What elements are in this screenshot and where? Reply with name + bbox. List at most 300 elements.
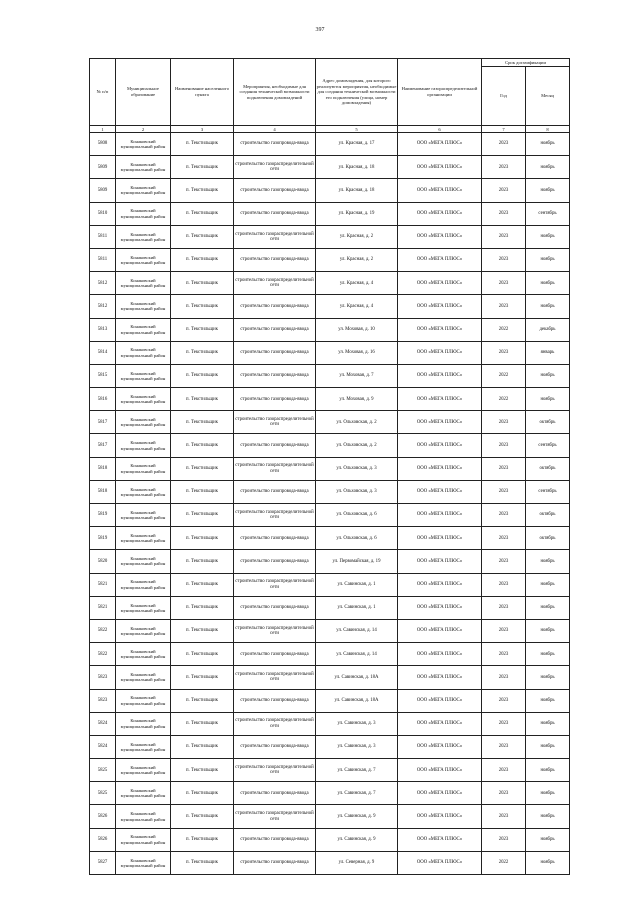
cell-address: ул. Савинская, д. 9 <box>316 805 398 828</box>
cell-organization: ООО «МЕГА ПЛЮС» <box>398 156 482 179</box>
table-row <box>90 318 570 341</box>
cell-settlement: п. Текстильщик <box>171 248 234 271</box>
cell-organization: ООО «МЕГА ПЛЮС» <box>398 272 482 295</box>
cell-settlement: п. Текстильщик <box>171 457 234 480</box>
cell-year: 2023 <box>482 643 526 666</box>
cell-year: 2023 <box>482 666 526 689</box>
header-settlement: Наименование населенного пункта <box>171 59 234 126</box>
table-row <box>90 388 570 411</box>
cell-settlement: п. Текстильщик <box>171 202 234 225</box>
cell-year: 2023 <box>482 828 526 851</box>
cell-address: ул. Ольховская, д. 6 <box>316 504 398 527</box>
cell-organization: ООО «МЕГА ПЛЮС» <box>398 527 482 550</box>
cell-month: ноябрь <box>526 596 570 619</box>
cell-settlement: п. Текстильщик <box>171 689 234 712</box>
cell-event: строительство газораспределительной сети <box>234 504 316 527</box>
cell-address: ул. Савинская, д. 14 <box>316 619 398 642</box>
cell-address: ул. Савинская, д. 3 <box>316 735 398 758</box>
cell-event: строительство газораспределительной сети <box>234 225 316 248</box>
cell-organization: ООО «МЕГА ПЛЮС» <box>398 689 482 712</box>
cell-year: 2023 <box>482 550 526 573</box>
cell-event: строительство газопровода-ввода <box>234 133 316 156</box>
cell-municipality: Конаковский муниципальный район <box>116 851 171 874</box>
cell-year: 2023 <box>482 735 526 758</box>
cell-organization: ООО «МЕГА ПЛЮС» <box>398 364 482 387</box>
cell-number: 5811 <box>90 225 116 248</box>
cell-municipality: Конаковский муниципальный район <box>116 805 171 828</box>
cell-address: ул. Ольховская, д. 6 <box>316 527 398 550</box>
cell-organization: ООО «МЕГА ПЛЮС» <box>398 295 482 318</box>
cell-municipality: Конаковский муниципальный район <box>116 179 171 202</box>
cell-month: сентябрь <box>526 202 570 225</box>
cell-event: строительство газораспределительной сети <box>234 666 316 689</box>
cell-address: ул. Савинская, д. 18А <box>316 666 398 689</box>
cell-address: ул. Савинская, д. 18А <box>316 689 398 712</box>
cell-address: ул. Красная, д. 18 <box>316 179 398 202</box>
cell-year: 2023 <box>482 504 526 527</box>
cell-number: 5821 <box>90 573 116 596</box>
cell-municipality: Конаковский муниципальный район <box>116 596 171 619</box>
cell-event: строительство газораспределительной сети <box>234 272 316 295</box>
cell-organization: ООО «МЕГА ПЛЮС» <box>398 712 482 735</box>
cell-settlement: п. Текстильщик <box>171 434 234 457</box>
col-number: 4 <box>234 126 316 133</box>
cell-settlement: п. Текстильщик <box>171 527 234 550</box>
cell-year: 2023 <box>482 411 526 434</box>
cell-month: сентябрь <box>526 434 570 457</box>
cell-municipality: Конаковский муниципальный район <box>116 735 171 758</box>
table-row <box>90 504 570 527</box>
cell-event: строительство газопровода-ввода <box>234 295 316 318</box>
table-row <box>90 225 570 248</box>
cell-year: 2023 <box>482 272 526 295</box>
cell-event: строительство газопровода-ввода <box>234 434 316 457</box>
table-row <box>90 596 570 619</box>
cell-settlement: п. Текстильщик <box>171 156 234 179</box>
table-row <box>90 527 570 550</box>
cell-event: строительство газораспределительной сети <box>234 411 316 434</box>
cell-settlement: п. Текстильщик <box>171 179 234 202</box>
cell-municipality: Конаковский муниципальный район <box>116 248 171 271</box>
cell-event: строительство газопровода-ввода <box>234 550 316 573</box>
cell-number: 5817 <box>90 411 116 434</box>
table-row <box>90 666 570 689</box>
cell-organization: ООО «МЕГА ПЛЮС» <box>398 434 482 457</box>
cell-month: ноябрь <box>526 759 570 782</box>
cell-municipality: Конаковский муниципальный район <box>116 364 171 387</box>
table-row <box>90 851 570 874</box>
cell-number: 5816 <box>90 388 116 411</box>
cell-settlement: п. Текстильщик <box>171 851 234 874</box>
cell-settlement: п. Текстильщик <box>171 504 234 527</box>
cell-address: ул. Красная, д. 19 <box>316 202 398 225</box>
cell-organization: ООО «МЕГА ПЛЮС» <box>398 248 482 271</box>
cell-address: ул. Савинская, д. 1 <box>316 596 398 619</box>
cell-number: 5813 <box>90 318 116 341</box>
cell-number: 5810 <box>90 202 116 225</box>
cell-municipality: Конаковский муниципальный район <box>116 666 171 689</box>
table-row <box>90 272 570 295</box>
gasification-table <box>89 58 570 875</box>
cell-organization: ООО «МЕГА ПЛЮС» <box>398 643 482 666</box>
cell-year: 2022 <box>482 364 526 387</box>
cell-organization: ООО «МЕГА ПЛЮС» <box>398 179 482 202</box>
cell-municipality: Конаковский муниципальный район <box>116 318 171 341</box>
cell-event: строительство газораспределительной сети <box>234 619 316 642</box>
cell-number: 5823 <box>90 666 116 689</box>
cell-number: 5822 <box>90 643 116 666</box>
cell-month: октябрь <box>526 504 570 527</box>
table-row <box>90 573 570 596</box>
cell-address: ул. Первомайская, д. 19 <box>316 550 398 573</box>
table-row <box>90 411 570 434</box>
cell-month: сентябрь <box>526 480 570 503</box>
table-body <box>90 133 570 875</box>
cell-number: 5818 <box>90 480 116 503</box>
cell-organization: ООО «МЕГА ПЛЮС» <box>398 388 482 411</box>
cell-month: ноябрь <box>526 156 570 179</box>
cell-organization: ООО «МЕГА ПЛЮС» <box>398 851 482 874</box>
cell-year: 2023 <box>482 712 526 735</box>
cell-municipality: Конаковский муниципальный район <box>116 457 171 480</box>
cell-month: ноябрь <box>526 133 570 156</box>
cell-number: 5825 <box>90 759 116 782</box>
cell-municipality: Конаковский муниципальный район <box>116 619 171 642</box>
header-address: Адрес домовладения, для которого реализуются мероприятия, необходимые для создания технической возможности его подключения (улица, номер домовладения) <box>316 59 398 126</box>
cell-address: ул. Ольховская, д. 3 <box>316 480 398 503</box>
cell-month: ноябрь <box>526 248 570 271</box>
cell-settlement: п. Текстильщик <box>171 364 234 387</box>
cell-number: 5824 <box>90 712 116 735</box>
cell-event: строительство газораспределительной сети <box>234 712 316 735</box>
cell-settlement: п. Текстильщик <box>171 480 234 503</box>
cell-number: 5808 <box>90 133 116 156</box>
cell-settlement: п. Текстильщик <box>171 133 234 156</box>
header-municipality: Муниципальное образование <box>116 59 171 126</box>
cell-number: 5820 <box>90 550 116 573</box>
cell-address: ул. Савинская, д. 7 <box>316 782 398 805</box>
cell-settlement: п. Текстильщик <box>171 295 234 318</box>
cell-address: ул. Савинская, д. 9 <box>316 828 398 851</box>
cell-settlement: п. Текстильщик <box>171 619 234 642</box>
cell-event: строительство газораспределительной сети <box>234 573 316 596</box>
cell-event: строительство газопровода-ввода <box>234 735 316 758</box>
cell-year: 2022 <box>482 318 526 341</box>
cell-organization: ООО «МЕГА ПЛЮС» <box>398 666 482 689</box>
cell-municipality: Конаковский муниципальный район <box>116 156 171 179</box>
col-number: 6 <box>398 126 482 133</box>
cell-settlement: п. Текстильщик <box>171 596 234 619</box>
cell-number: 5821 <box>90 596 116 619</box>
cell-address: ул. Северная, д. 9 <box>316 851 398 874</box>
cell-year: 2023 <box>482 689 526 712</box>
table-row <box>90 735 570 758</box>
cell-number: 5825 <box>90 782 116 805</box>
cell-organization: ООО «МЕГА ПЛЮС» <box>398 225 482 248</box>
cell-settlement: п. Текстильщик <box>171 388 234 411</box>
cell-municipality: Конаковский муниципальный район <box>116 550 171 573</box>
cell-municipality: Конаковский муниципальный район <box>116 712 171 735</box>
cell-municipality: Конаковский муниципальный район <box>116 225 171 248</box>
cell-year: 2023 <box>482 759 526 782</box>
header-organization: Наименование газораспределительной организации <box>398 59 482 126</box>
table-row <box>90 759 570 782</box>
cell-year: 2023 <box>482 295 526 318</box>
cell-municipality: Конаковский муниципальный район <box>116 828 171 851</box>
cell-organization: ООО «МЕГА ПЛЮС» <box>398 782 482 805</box>
cell-month: октябрь <box>526 411 570 434</box>
cell-address: ул. Савинская, д. 1 <box>316 573 398 596</box>
cell-settlement: п. Текстильщик <box>171 225 234 248</box>
cell-number: 5812 <box>90 272 116 295</box>
table-row <box>90 202 570 225</box>
cell-settlement: п. Текстильщик <box>171 828 234 851</box>
cell-month: ноябрь <box>526 179 570 202</box>
cell-event: строительство газораспределительной сети <box>234 457 316 480</box>
table-row <box>90 179 570 202</box>
cell-year: 2023 <box>482 202 526 225</box>
table-row <box>90 712 570 735</box>
cell-event: строительство газопровода-ввода <box>234 828 316 851</box>
cell-number: 5819 <box>90 527 116 550</box>
cell-address: ул. Моховая, д. 10 <box>316 318 398 341</box>
cell-number: 5809 <box>90 179 116 202</box>
cell-municipality: Конаковский муниципальный район <box>116 527 171 550</box>
cell-address: ул. Ольховская, д. 2 <box>316 434 398 457</box>
cell-settlement: п. Текстильщик <box>171 318 234 341</box>
cell-month: ноябрь <box>526 782 570 805</box>
col-number: 3 <box>171 126 234 133</box>
cell-month: ноябрь <box>526 666 570 689</box>
cell-organization: ООО «МЕГА ПЛЮС» <box>398 550 482 573</box>
cell-event: строительство газопровода-ввода <box>234 341 316 364</box>
cell-settlement: п. Текстильщик <box>171 805 234 828</box>
cell-settlement: п. Текстильщик <box>171 573 234 596</box>
cell-address: ул. Моховая, д. 7 <box>316 364 398 387</box>
cell-address: ул. Моховая, д. 9 <box>316 388 398 411</box>
cell-settlement: п. Текстильщик <box>171 735 234 758</box>
cell-organization: ООО «МЕГА ПЛЮС» <box>398 318 482 341</box>
cell-organization: ООО «МЕГА ПЛЮС» <box>398 133 482 156</box>
cell-event: строительство газопровода-ввода <box>234 388 316 411</box>
cell-year: 2022 <box>482 388 526 411</box>
header-no: № п/п <box>90 59 116 126</box>
cell-month: ноябрь <box>526 388 570 411</box>
cell-number: 5824 <box>90 735 116 758</box>
cell-year: 2023 <box>482 619 526 642</box>
cell-address: ул. Савинская, д. 14 <box>316 643 398 666</box>
cell-month: ноябрь <box>526 805 570 828</box>
cell-organization: ООО «МЕГА ПЛЮС» <box>398 341 482 364</box>
cell-year: 2023 <box>482 225 526 248</box>
cell-address: ул. Красная, д. 17 <box>316 133 398 156</box>
cell-municipality: Конаковский муниципальный район <box>116 573 171 596</box>
cell-event: строительство газопровода-ввода <box>234 202 316 225</box>
cell-address: ул. Савинская, д. 3 <box>316 712 398 735</box>
cell-month: ноябрь <box>526 828 570 851</box>
col-number: 8 <box>526 126 570 133</box>
cell-municipality: Конаковский муниципальный район <box>116 341 171 364</box>
cell-organization: ООО «МЕГА ПЛЮС» <box>398 619 482 642</box>
cell-number: 5827 <box>90 851 116 874</box>
cell-month: ноябрь <box>526 295 570 318</box>
cell-event: строительство газораспределительной сети <box>234 759 316 782</box>
cell-municipality: Конаковский муниципальный район <box>116 782 171 805</box>
cell-year: 2023 <box>482 596 526 619</box>
table-row <box>90 828 570 851</box>
cell-year: 2023 <box>482 434 526 457</box>
cell-organization: ООО «МЕГА ПЛЮС» <box>398 573 482 596</box>
header-year: Год <box>482 67 526 126</box>
col-number: 2 <box>116 126 171 133</box>
cell-year: 2023 <box>482 179 526 202</box>
cell-number: 5814 <box>90 341 116 364</box>
cell-event: строительство газопровода-ввода <box>234 480 316 503</box>
cell-settlement: п. Текстильщик <box>171 272 234 295</box>
cell-year: 2022 <box>482 851 526 874</box>
cell-number: 5826 <box>90 805 116 828</box>
cell-month: октябрь <box>526 527 570 550</box>
col-number: 7 <box>482 126 526 133</box>
cell-organization: ООО «МЕГА ПЛЮС» <box>398 759 482 782</box>
cell-municipality: Конаковский муниципальный район <box>116 504 171 527</box>
cell-address: ул. Савинская, д. 7 <box>316 759 398 782</box>
cell-settlement: п. Текстильщик <box>171 759 234 782</box>
cell-event: строительство газопровода-ввода <box>234 689 316 712</box>
cell-settlement: п. Текстильщик <box>171 341 234 364</box>
cell-month: ноябрь <box>526 712 570 735</box>
cell-number: 5812 <box>90 295 116 318</box>
cell-organization: ООО «МЕГА ПЛЮС» <box>398 504 482 527</box>
cell-settlement: п. Текстильщик <box>171 712 234 735</box>
cell-month: ноябрь <box>526 643 570 666</box>
cell-settlement: п. Текстильщик <box>171 666 234 689</box>
cell-month: ноябрь <box>526 735 570 758</box>
cell-settlement: п. Текстильщик <box>171 782 234 805</box>
header-term: Срок догазификации <box>482 59 570 67</box>
cell-municipality: Конаковский муниципальный район <box>116 434 171 457</box>
cell-year: 2023 <box>482 248 526 271</box>
cell-month: ноябрь <box>526 573 570 596</box>
table-row <box>90 434 570 457</box>
cell-organization: ООО «МЕГА ПЛЮС» <box>398 596 482 619</box>
table-row <box>90 805 570 828</box>
cell-month: ноябрь <box>526 619 570 642</box>
cell-municipality: Конаковский муниципальный район <box>116 295 171 318</box>
cell-municipality: Конаковский муниципальный район <box>116 272 171 295</box>
cell-organization: ООО «МЕГА ПЛЮС» <box>398 480 482 503</box>
table-row <box>90 364 570 387</box>
cell-number: 5809 <box>90 156 116 179</box>
cell-month: ноябрь <box>526 225 570 248</box>
cell-settlement: п. Текстильщик <box>171 411 234 434</box>
cell-number: 5822 <box>90 619 116 642</box>
cell-organization: ООО «МЕГА ПЛЮС» <box>398 805 482 828</box>
cell-address: ул. Красная, д. 18 <box>316 156 398 179</box>
cell-event: строительство газопровода-ввода <box>234 851 316 874</box>
cell-municipality: Конаковский муниципальный район <box>116 759 171 782</box>
table-row <box>90 619 570 642</box>
cell-month: ноябрь <box>526 272 570 295</box>
cell-municipality: Конаковский муниципальный район <box>116 133 171 156</box>
cell-event: строительство газораспределительной сети <box>234 805 316 828</box>
cell-address: ул. Красная, д. 4 <box>316 272 398 295</box>
header-month: Месяц <box>526 67 570 126</box>
cell-year: 2023 <box>482 133 526 156</box>
cell-municipality: Конаковский муниципальный район <box>116 202 171 225</box>
column-numbers-row <box>90 126 570 133</box>
cell-number: 5817 <box>90 434 116 457</box>
table-row <box>90 295 570 318</box>
cell-year: 2023 <box>482 805 526 828</box>
header-event: Мероприятия, необходимые для создания технической возможности подключения домовладений <box>234 59 316 126</box>
cell-year: 2023 <box>482 573 526 596</box>
cell-municipality: Конаковский муниципальный район <box>116 643 171 666</box>
cell-municipality: Конаковский муниципальный район <box>116 388 171 411</box>
cell-number: 5819 <box>90 504 116 527</box>
cell-organization: ООО «МЕГА ПЛЮС» <box>398 202 482 225</box>
cell-number: 5823 <box>90 689 116 712</box>
table-row <box>90 689 570 712</box>
cell-event: строительство газопровода-ввода <box>234 527 316 550</box>
col-number: 5 <box>316 126 398 133</box>
page-number: 397 <box>315 27 325 33</box>
cell-year: 2023 <box>482 480 526 503</box>
cell-settlement: п. Текстильщик <box>171 550 234 573</box>
cell-month: ноябрь <box>526 550 570 573</box>
cell-number: 5826 <box>90 828 116 851</box>
cell-month: октябрь <box>526 457 570 480</box>
cell-year: 2023 <box>482 156 526 179</box>
cell-year: 2023 <box>482 527 526 550</box>
table-row <box>90 133 570 156</box>
cell-organization: ООО «МЕГА ПЛЮС» <box>398 735 482 758</box>
cell-organization: ООО «МЕГА ПЛЮС» <box>398 828 482 851</box>
cell-municipality: Конаковский муниципальный район <box>116 689 171 712</box>
cell-address: ул. Красная, д. 2 <box>316 225 398 248</box>
cell-event: строительство газопровода-ввода <box>234 643 316 666</box>
cell-month: ноябрь <box>526 364 570 387</box>
table-row <box>90 480 570 503</box>
cell-address: ул. Моховая, д. 16 <box>316 341 398 364</box>
cell-month: декабрь <box>526 318 570 341</box>
table-row <box>90 643 570 666</box>
cell-month: январь <box>526 341 570 364</box>
table-row <box>90 156 570 179</box>
cell-municipality: Конаковский муниципальный район <box>116 411 171 434</box>
cell-event: строительство газопровода-ввода <box>234 596 316 619</box>
cell-number: 5811 <box>90 248 116 271</box>
cell-event: строительство газопровода-ввода <box>234 179 316 202</box>
cell-address: ул. Ольховская, д. 3 <box>316 457 398 480</box>
cell-month: ноябрь <box>526 851 570 874</box>
cell-address: ул. Ольховская, д. 2 <box>316 411 398 434</box>
table-row <box>90 248 570 271</box>
cell-organization: ООО «МЕГА ПЛЮС» <box>398 457 482 480</box>
cell-municipality: Конаковский муниципальный район <box>116 480 171 503</box>
cell-event: строительство газопровода-ввода <box>234 318 316 341</box>
cell-year: 2023 <box>482 457 526 480</box>
cell-event: строительство газопровода-ввода <box>234 364 316 387</box>
cell-event: строительство газораспределительной сети <box>234 156 316 179</box>
cell-event: строительство газопровода-ввода <box>234 248 316 271</box>
col-number: 1 <box>90 126 116 133</box>
cell-organization: ООО «МЕГА ПЛЮС» <box>398 411 482 434</box>
cell-number: 5818 <box>90 457 116 480</box>
cell-year: 2023 <box>482 341 526 364</box>
cell-address: ул. Красная, д. 4 <box>316 295 398 318</box>
table-row <box>90 341 570 364</box>
